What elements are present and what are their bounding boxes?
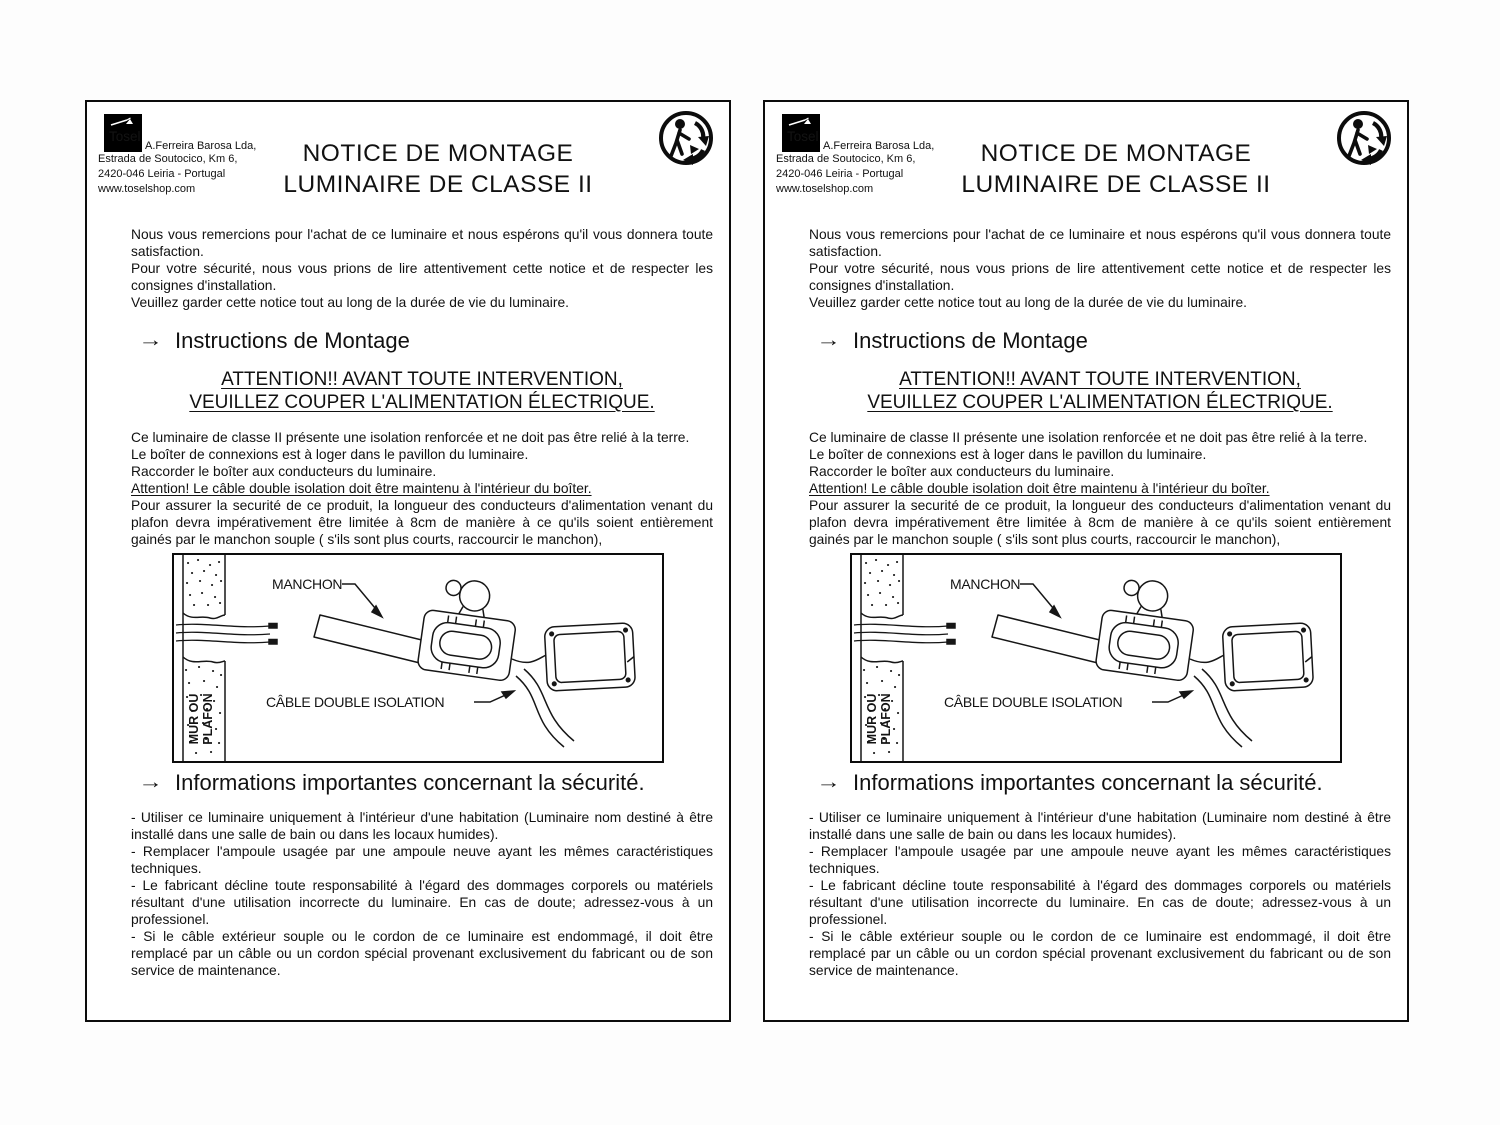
tosel-lamp-logo-icon	[782, 114, 820, 152]
diagram-label-wall-line1: MUR OU	[865, 693, 879, 745]
section-heading-security-label: Informations importantes concernant la sécurité.	[175, 770, 645, 795]
security-item: - Remplacer l'ampoule usagée par une ampoule neuve ayant les mêmes caractéristiques techniques.	[131, 844, 713, 876]
sleeve-paragraph: Pour assurer la securité de ce produit, la longueur des conducteurs d'alimentation venant du plafon devra impérativement être limitée à 8cm de manière à ce qu'ils soient entièrement gainés par le manchon souple ( s'ils sont plus courts, raccourcir le manchon),	[131, 498, 713, 547]
company-name: A.Ferreira Barosa Lda,	[145, 140, 257, 152]
page-header	[765, 102, 1407, 222]
tosel-lamp-logo-icon	[104, 114, 142, 152]
section-heading-montage-label: Instructions de Montage	[175, 328, 410, 353]
notice-page-2	[763, 100, 1409, 1022]
section-heading-montage	[816, 328, 1391, 354]
warning-block	[131, 368, 713, 414]
company-street: Estrada de Soutocico, Km 6,	[776, 153, 916, 165]
company-city: 2420-046 Leiria - Portugal	[98, 168, 226, 180]
recycling-triman-icon	[657, 109, 715, 167]
warning-block	[809, 368, 1391, 414]
diagram-label-manchon: MANCHON	[272, 576, 343, 592]
arrow-bullet-icon: →	[138, 330, 163, 351]
logo-text: Tosel	[787, 129, 819, 144]
company-street: Estrada de Soutocico, Km 6,	[98, 153, 238, 165]
cable-note: Attention! Le câble double isolation doit être maintenu à l'intérieur du boîter.	[809, 481, 1270, 496]
arrow-bullet-icon: →	[138, 772, 163, 793]
class2-paragraph-2: Le boîter de connexions est à loger dans le pavillon du luminaire.	[809, 447, 1207, 462]
warning-line-1: ATTENTION!! AVANT TOUTE INTERVENTION,	[899, 369, 1301, 390]
company-name: A.Ferreira Barosa Lda,	[823, 140, 935, 152]
security-items	[809, 809, 1391, 979]
class2-paragraph-3: Raccorder le boîter aux conducteurs du luminaire.	[809, 464, 1115, 479]
installation-diagram	[172, 553, 664, 763]
installation-diagram	[850, 553, 1342, 763]
logo-text: Tosel	[109, 129, 141, 144]
diagram-label-wall-line1: MUR OU	[187, 693, 201, 745]
intro-paragraph-2: Pour votre sécurité, nous vous prions de lire attentivement cette notice et de respecter les consignes d'installation.	[131, 261, 713, 293]
security-items	[131, 809, 713, 979]
warning-line-2: VEUILLEZ COUPER L'ALIMENTATION ÉLECTRIQUE.	[867, 392, 1333, 413]
tosel-logo	[782, 114, 820, 152]
section-heading-security	[138, 770, 713, 796]
class2-paragraph-1: Ce luminaire de classe II présente une isolation renforcée et ne doit pas être relié à la terre.	[809, 430, 1368, 445]
intro-paragraph-1: Nous vous remercions pour l'achat de ce luminaire et nous espérons qu'il vous donnera toute satisfaction.	[131, 227, 713, 259]
section-heading-security	[816, 770, 1391, 796]
intro-paragraph-1: Nous vous remercions pour l'achat de ce luminaire et nous espérons qu'il vous donnera toute satisfaction.	[809, 227, 1391, 259]
notice-page-1	[85, 100, 731, 1022]
intro-paragraph-2: Pour votre sécurité, nous vous prions de lire attentivement cette notice et de respecter les consignes d'installation.	[809, 261, 1391, 293]
title-line-2: LUMINAIRE DE CLASSE II	[961, 171, 1271, 198]
recycling-triman-icon	[1335, 109, 1393, 167]
installation-diagram-drawing	[852, 555, 1340, 761]
arrow-bullet-icon: →	[816, 772, 841, 793]
title-line-1: NOTICE DE MONTAGE	[980, 140, 1252, 167]
installation-diagram-drawing	[174, 555, 662, 761]
class2-paragraph-2: Le boîter de connexions est à loger dans le pavillon du luminaire.	[131, 447, 529, 462]
security-item: - Utiliser ce luminaire uniquement à l'intérieur d'une habitation (Luminaire nom destiné à être installé dans une salle de bain ou dans les locaux humides).	[131, 810, 713, 842]
sleeve-paragraph: Pour assurer la securité de ce produit, la longueur des conducteurs d'alimentation venant du plafon devra impérativement être limitée à 8cm de manière à ce qu'ils soient entièrement gainés par le manchon souple ( s'ils sont plus courts, raccourcir le manchon),	[809, 498, 1391, 547]
title-line-1: NOTICE DE MONTAGE	[302, 140, 574, 167]
diagram-label-cable: CÂBLE DOUBLE ISOLATION	[944, 694, 1123, 710]
company-website: www.toselshop.com	[98, 183, 196, 195]
security-item: - Si le câble extérieur souple ou le cordon de ce luminaire est endommagé, il doit être remplacé par un câble ou un cordon spécial provenant exclusivement du fabricant ou de son service de maintenance.	[809, 929, 1391, 978]
document-title	[825, 138, 1407, 200]
warning-line-2: VEUILLEZ COUPER L'ALIMENTATION ÉLECTRIQUE.	[189, 392, 655, 413]
page-body	[765, 102, 1407, 979]
page-header	[87, 102, 729, 222]
section-heading-security-label: Informations importantes concernant la sécurité.	[853, 770, 1323, 795]
class2-paragraphs	[131, 429, 713, 480]
diagram-label-wall-line2: PLAFON	[201, 693, 215, 745]
cable-note: Attention! Le câble double isolation doit être maintenu à l'intérieur du boîter.	[131, 481, 592, 496]
intro-paragraph-3: Veuillez garder cette notice tout au long de la durée de vie du luminaire.	[131, 295, 569, 310]
section-heading-montage	[138, 328, 713, 354]
security-item: - Le fabricant décline toute responsabilité à l'égard des dommages corporels ou matériels résultant d'une utilisation incorrecte du luminaire. En cas de doute; adressez-vous à un professionel.	[809, 878, 1391, 927]
intro-paragraph-3: Veuillez garder cette notice tout au long de la durée de vie du luminaire.	[809, 295, 1247, 310]
class2-paragraphs	[809, 429, 1391, 480]
class2-paragraph-1: Ce luminaire de classe II présente une isolation renforcée et ne doit pas être relié à la terre.	[131, 430, 690, 445]
diagram-label-manchon: MANCHON	[950, 576, 1021, 592]
class2-paragraph-3: Raccorder le boîter aux conducteurs du luminaire.	[131, 464, 437, 479]
arrow-bullet-icon: →	[816, 330, 841, 351]
document-title	[147, 138, 729, 200]
diagram-label-wall-line2: PLAFON	[879, 693, 893, 745]
security-item: - Utiliser ce luminaire uniquement à l'intérieur d'une habitation (Luminaire nom destiné à être installé dans une salle de bain ou dans les locaux humides).	[809, 810, 1391, 842]
company-city: 2420-046 Leiria - Portugal	[776, 168, 904, 180]
tosel-logo	[104, 114, 142, 152]
diagram-label-cable: CÂBLE DOUBLE ISOLATION	[266, 694, 445, 710]
title-line-2: LUMINAIRE DE CLASSE II	[283, 171, 593, 198]
security-item: - Si le câble extérieur souple ou le cordon de ce luminaire est endommagé, il doit être remplacé par un câble ou un cordon spécial provenant exclusivement du fabricant ou de son service de maintenance.	[131, 929, 713, 978]
security-item: - Le fabricant décline toute responsabilité à l'égard des dommages corporels ou matériels résultant d'une utilisation incorrecte du luminaire. En cas de doute; adressez-vous à un professionel.	[131, 878, 713, 927]
company-website: www.toselshop.com	[776, 183, 874, 195]
section-heading-montage-label: Instructions de Montage	[853, 328, 1088, 353]
security-item: - Remplacer l'ampoule usagée par une ampoule neuve ayant les mêmes caractéristiques techniques.	[809, 844, 1391, 876]
warning-line-1: ATTENTION!! AVANT TOUTE INTERVENTION,	[221, 369, 623, 390]
page-body	[87, 102, 729, 979]
